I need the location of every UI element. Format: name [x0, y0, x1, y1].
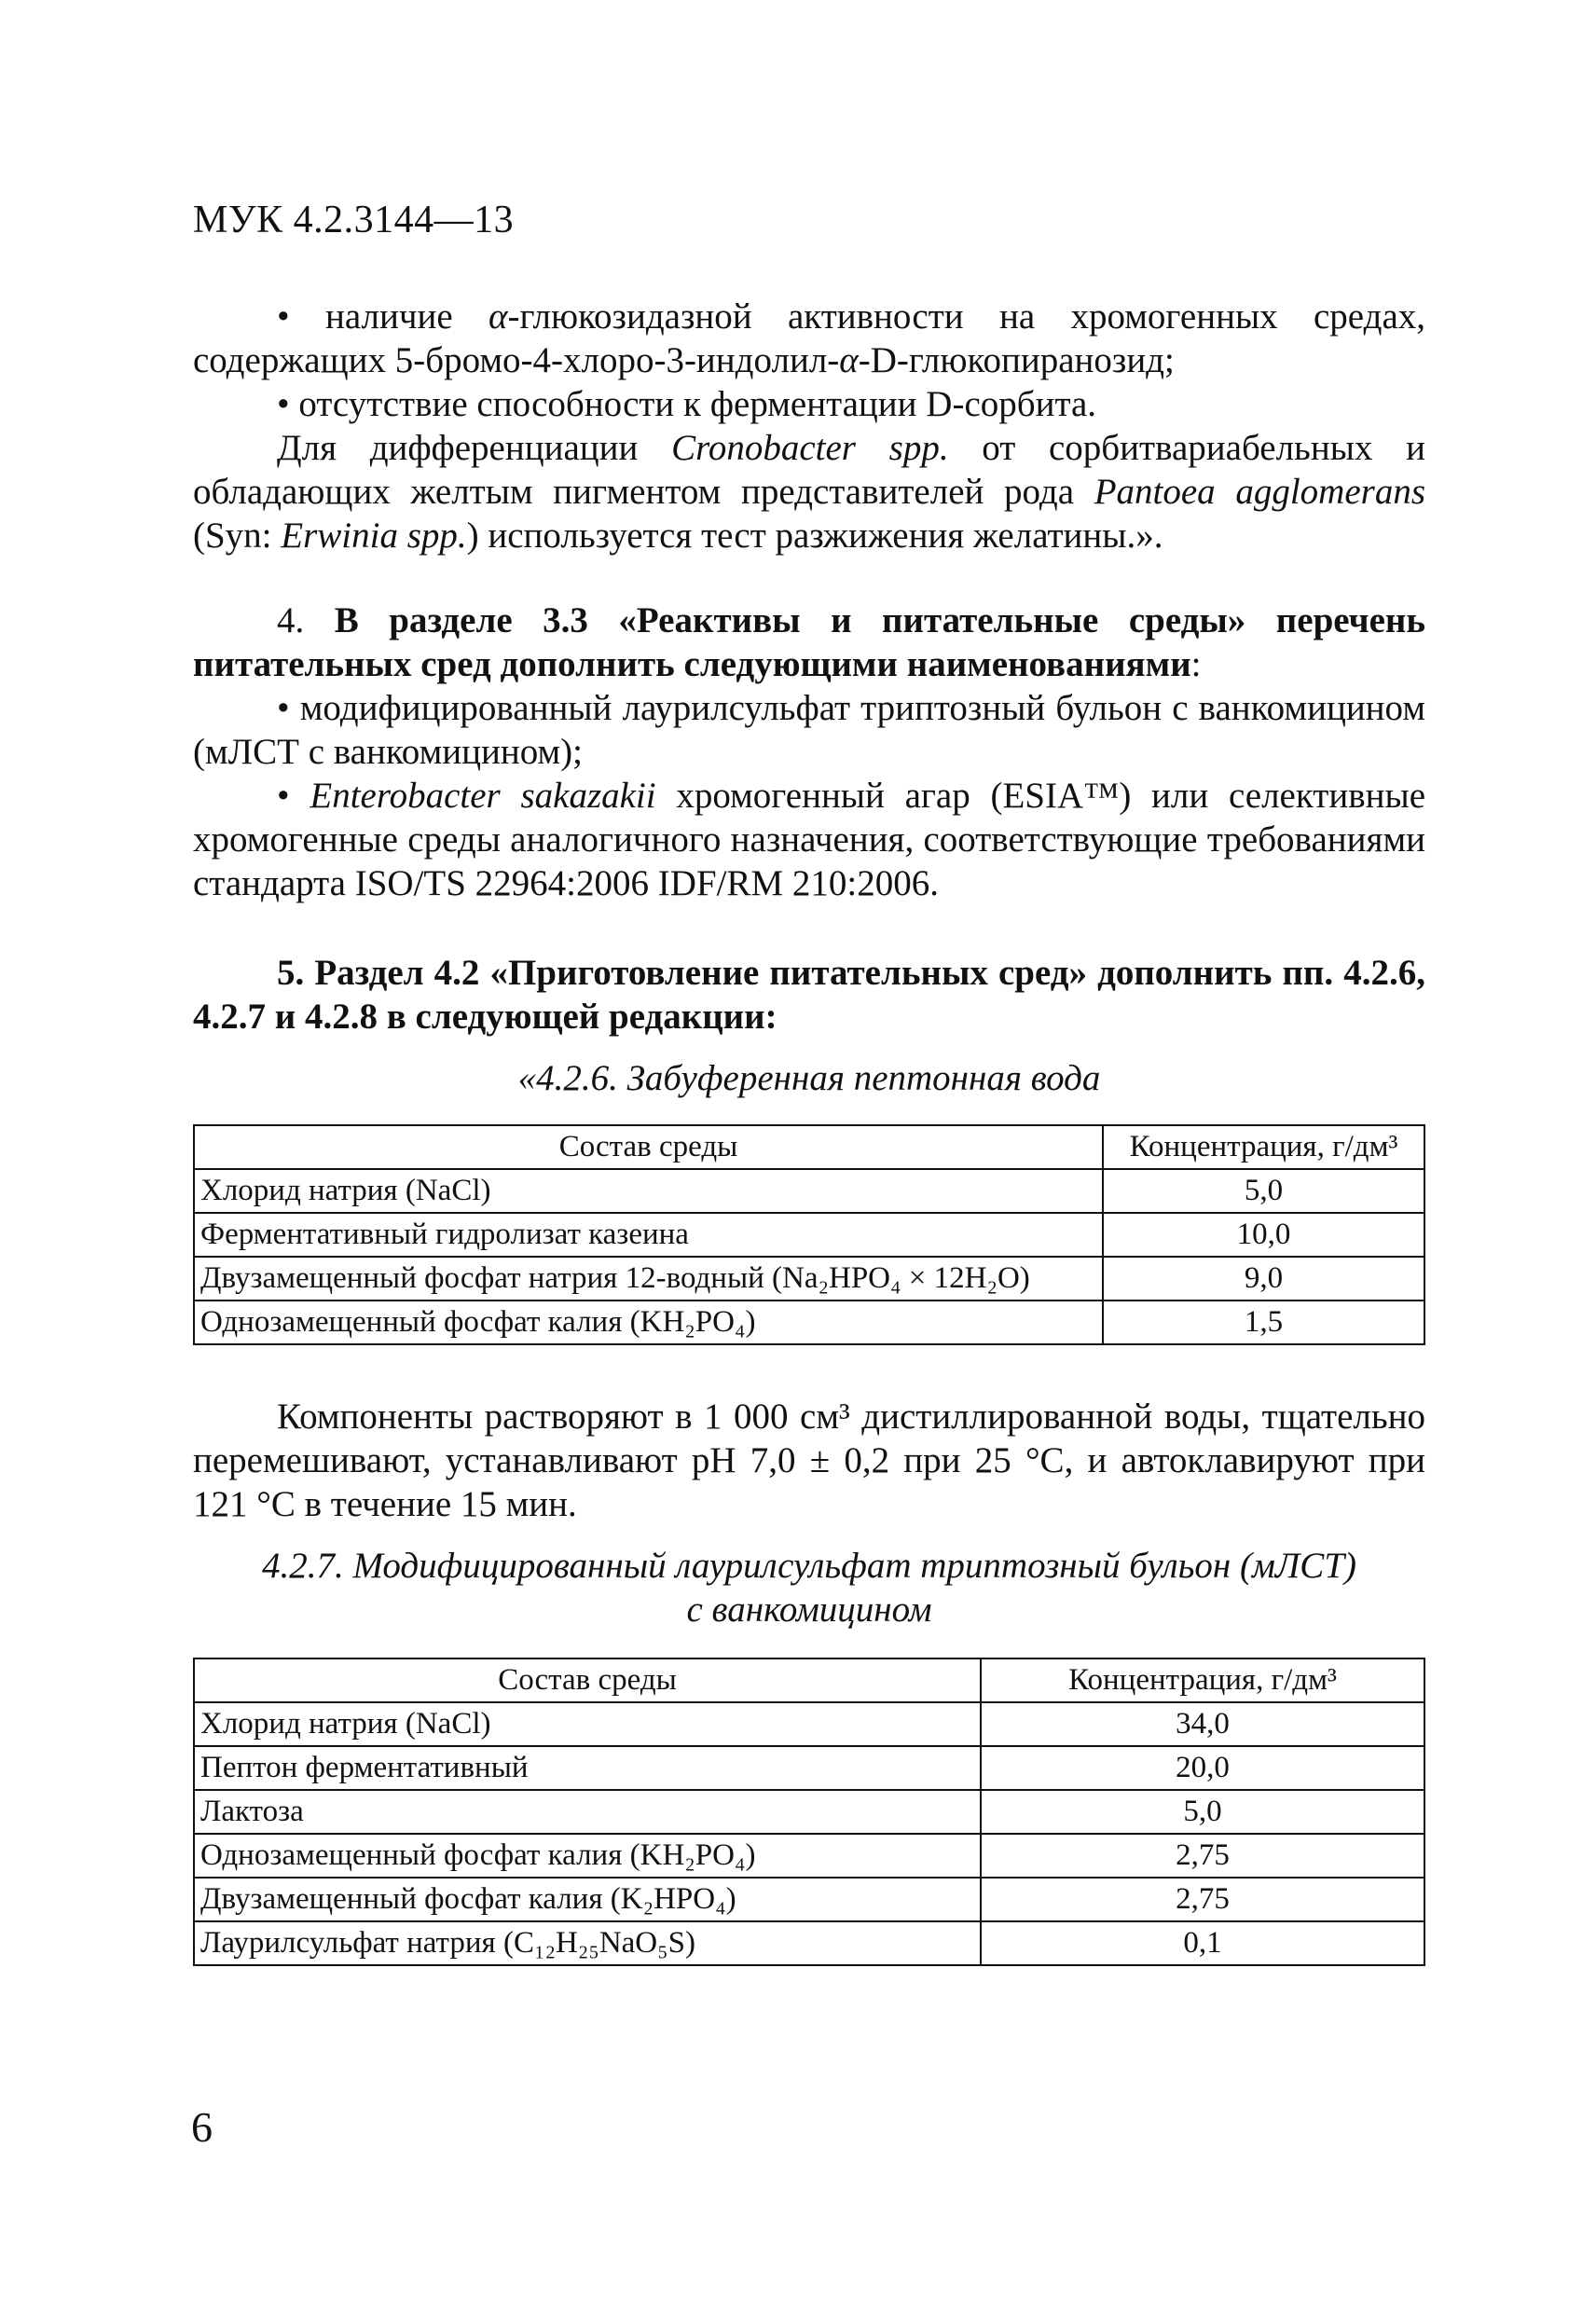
bullet-alpha-glucosidase: • наличие α-глюкозидазной активности на хромогенных средах, содержащих 5-бромо-4-хлоро-3-индолил-α-D-глюкопиранозид;	[193, 296, 1425, 380]
table-row: Однозамещенный фосфат калия (KH₂PO₄) 2,75	[194, 1834, 1424, 1878]
table-mlst-broth	[193, 1658, 1425, 1966]
section-4-2-7-title: 4.2.7. Модифицированный лаурилсульфат триптозный бульон (мЛСТ) с ванкомицином	[262, 1546, 1356, 1630]
item-4-bullet-mlst: • модифицированный лаурилсульфат триптозный бульон с ванкомицином (мЛСТ с ванкомицином);	[193, 688, 1425, 772]
table-row: Двузамещенный фосфат натрия 12-водный (Na₂HPO₄ × 12H₂O) 9,0	[194, 1257, 1424, 1300]
table-peptone-water	[193, 1124, 1425, 1345]
page-number: 6	[191, 2103, 213, 2151]
section-4-2-6-title: «4.2.6. Забуференная пептонная вода	[517, 1058, 1101, 1098]
bullet-sorbitol: • отсутствие способности к ферментации D-сорбита.	[277, 384, 1097, 424]
table-row: Двузамещенный фосфат калия (K₂HPO₄) 2,75	[194, 1878, 1424, 1921]
item-4-section	[193, 599, 1425, 905]
table-row: Лактоза 5,0	[194, 1790, 1424, 1834]
table1-header-concentration: Концентрация, г/дм³	[1103, 1125, 1424, 1169]
preparation-text: Компоненты растворяют в 1 000 см³ дистиллированной воды, тщательно перемешивают, устанавливают pH 7,0 ± 0,2 при 25 °С, и автоклавируют при 121 °С в течение 15 мин.	[193, 1397, 1425, 1524]
table-row: Хлорид натрия (NaCl) 34,0	[194, 1702, 1424, 1746]
table-row: Лаурилсульфат натрия (C₁₂H₂₅NaO₅S) 0,1	[194, 1921, 1424, 1965]
table-row: Ферментативный гидролизат казеина 10,0	[194, 1213, 1424, 1257]
table-row: Однозамещенный фосфат калия (KH₂PO₄) 1,5	[194, 1300, 1424, 1344]
table2-header-composition: Состав среды	[194, 1658, 981, 1702]
differentiation-paragraph: Для дифференциации Cronobacter spp. от сорбитвариабельных и обладающих желтым пигментом представителей рода Pantoea agglomerans (Syn: Erwinia spp.) используется тест разжижения желатины.».	[193, 428, 1425, 556]
intro-section	[193, 295, 1425, 557]
table2-header-concentration: Концентрация, г/дм³	[981, 1658, 1424, 1702]
item-5-section	[193, 951, 1425, 1039]
item-4-lead: 4. В разделе 3.3 «Реактивы и питательные среды» перечень питательных сред дополнить следующими наименованиями:	[193, 600, 1425, 684]
table-row: Пептон ферментативный 20,0	[194, 1746, 1424, 1790]
item-5-lead: 5. Раздел 4.2 «Приготовление питательных сред» дополнить пп. 4.2.6, 4.2.7 и 4.2.8 в следующей редакции:	[193, 953, 1425, 1037]
item-4-bullet-esia: • Enterobacter sakazakii хромогенный агар (ESIA™) или селективные хромогенные среды аналогичного назначения, соответствующие требованиями стандарта ISO/TS 22964:2006 IDF/RM 210:2006.	[193, 776, 1425, 903]
table1-header-composition: Состав среды	[194, 1125, 1103, 1169]
table-row: Хлорид натрия (NaCl) 5,0	[194, 1169, 1424, 1213]
document-header: МУК 4.2.3144—13	[193, 199, 515, 241]
